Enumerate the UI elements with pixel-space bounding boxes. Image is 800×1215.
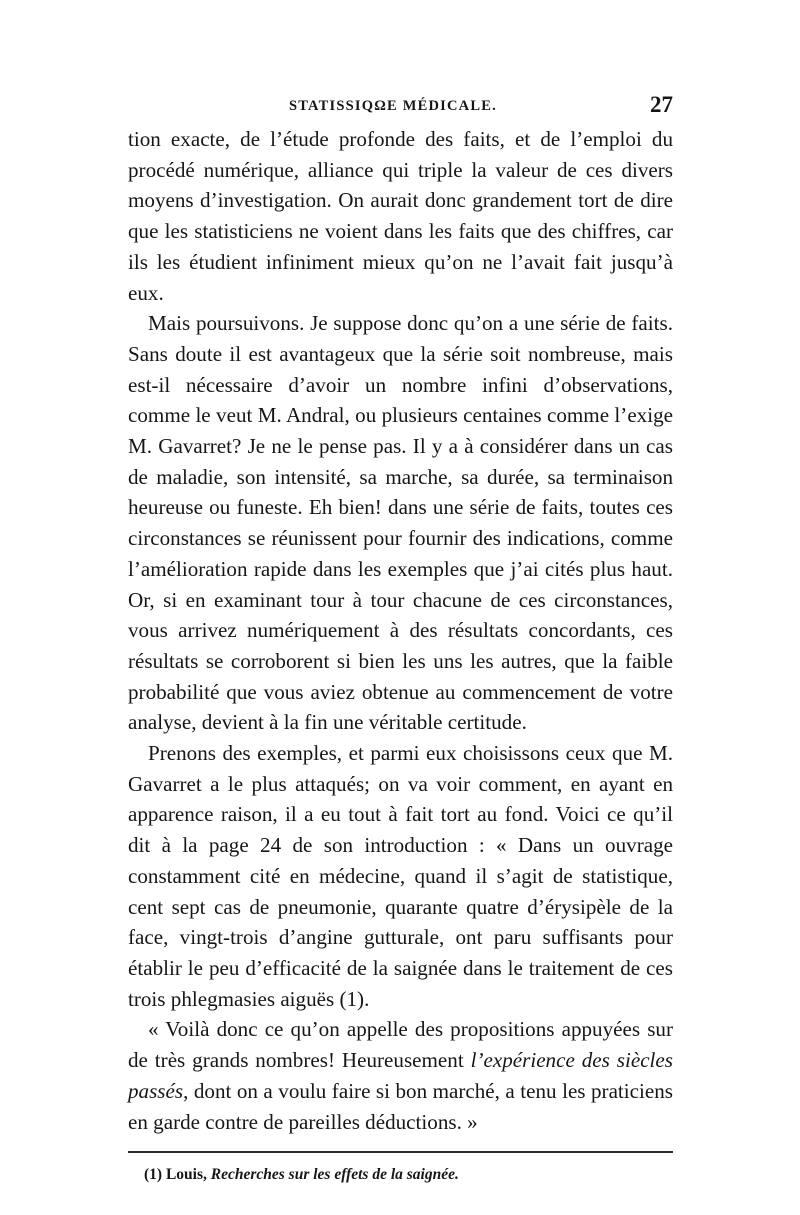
running-head bbox=[128, 90, 673, 124]
quotation-italic-phrase: l’expérience des siècles passés bbox=[128, 1048, 673, 1103]
paragraph-quotation bbox=[128, 1014, 673, 1137]
quotation-text-start: « Voilà donc ce qu’on appelle des propositions appuyées sur de très grands nombres! Heureusement bbox=[128, 1017, 673, 1073]
footnote-rule bbox=[128, 1151, 673, 1153]
book-page bbox=[128, 90, 673, 1185]
running-title: STATISSIQΩE MÉDICALE. bbox=[289, 98, 497, 114]
quotation-text-end: , dont on a voulu faire si bon marché, a tenu les praticiens en garde contre de pareilles déductions. » bbox=[128, 1078, 673, 1134]
footnote-italic-title: Recherches sur les effets de la saignée. bbox=[210, 1166, 459, 1184]
body-text bbox=[128, 124, 673, 1137]
paragraph-continued: tion exacte, de l’étude profonde des faits, et de l’emploi du procédé numérique, alliance qui triple la valeur de ces divers moyens d’investigation. On aurait donc grandement tort de dire que les statisticiens ne voient dans les faits que des chiffres, car ils les étudient infiniment mieux qu’on ne l’avait fait jusqu’à eux. bbox=[128, 127, 673, 305]
footnote bbox=[128, 1165, 673, 1185]
footnote-marker: (1) Louis, bbox=[144, 1166, 211, 1184]
page-number: 27 bbox=[650, 92, 673, 117]
paragraph-prenons-des-exemples: Prenons des exemples, et parmi eux choisissons ceux que M. Gavarret a le plus attaqués; on va voir comment, en ayant en apparence raison, il a eu tout à fait tort au fond. Voici ce qu’il dit à la page 24 de son introduction : « Dans un ouvrage constamment cité en médecine, quand il s’agit de statistique, cent sept cas de pneumonie, quarante quatre d’érysipèle de la face, vingt-trois d’angine gutturale, ont paru suffisants pour établir le peu d’efficacité de la saignée dans le traitement de ces trois phlegmasies aiguës (1). bbox=[128, 741, 673, 1011]
paragraph-mais-poursuivons: Mais poursuivons. Je suppose donc qu’on a une série de faits. Sans doute il est avantageux que la série soit nombreuse, mais est-il nécessaire d’avoir un nombre infini d’observations, comme le veut M. Andral, ou plusieurs centaines comme l’exige M. Gavarret? Je ne le pense pas. Il y a à considérer dans un cas de maladie, son intensité, sa marche, sa durée, sa terminaison heureuse ou funeste. Eh bien! dans une série de faits, toutes ces circonstances se réunissent pour fournir des indications, comme l’amélioration rapide dans les exemples que j’ai cités plus haut. Or, si en examinant tour à tour chacune de ces circonstances, vous arrivez numériquement à des résultats concordants, ces résultats se corroborent si bien les uns les autres, que la faible probabilité que vous aviez obtenue au commencement de votre analyse, devient à la fin une véritable certitude. bbox=[128, 311, 673, 735]
